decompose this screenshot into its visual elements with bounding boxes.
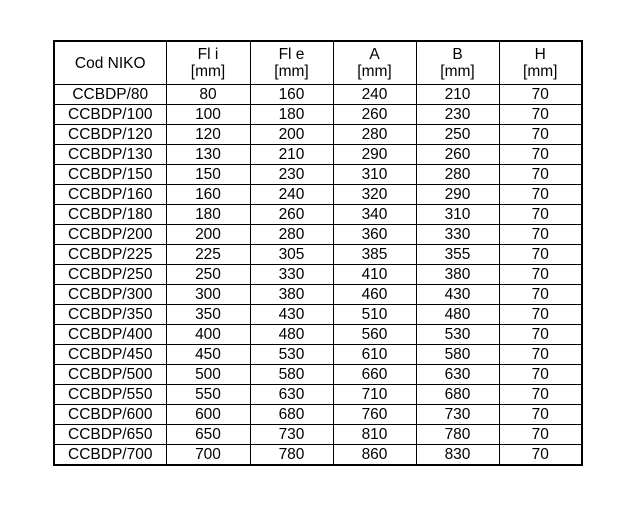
cell-a: 260 <box>333 105 416 125</box>
dimensions-table <box>53 40 583 466</box>
cell-h: 70 <box>499 185 582 205</box>
cell-h: 70 <box>499 245 582 265</box>
cell-inner-flange: 400 <box>166 325 250 345</box>
cell-outer-flange: 160 <box>250 85 333 105</box>
cell-a: 660 <box>333 365 416 385</box>
cell-b: 355 <box>416 245 499 265</box>
cell-b: 330 <box>416 225 499 245</box>
cell-outer-flange: 240 <box>250 185 333 205</box>
cell-h: 70 <box>499 405 582 425</box>
cell-b: 230 <box>416 105 499 125</box>
table-row <box>54 185 582 205</box>
cell-outer-flange: 680 <box>250 405 333 425</box>
cell-code: CCBDP/500 <box>54 365 166 385</box>
header-h-label: H <box>534 46 546 63</box>
cell-a: 610 <box>333 345 416 365</box>
cell-inner-flange: 80 <box>166 85 250 105</box>
cell-a: 560 <box>333 325 416 345</box>
cell-inner-flange: 180 <box>166 205 250 225</box>
cell-a: 510 <box>333 305 416 325</box>
cell-outer-flange: 280 <box>250 225 333 245</box>
cell-b: 380 <box>416 265 499 285</box>
cell-b: 630 <box>416 365 499 385</box>
table-row <box>54 445 582 466</box>
cell-inner-flange: 160 <box>166 185 250 205</box>
table-row <box>54 105 582 125</box>
cell-h: 70 <box>499 105 582 125</box>
cell-code: CCBDP/400 <box>54 325 166 345</box>
cell-a: 280 <box>333 125 416 145</box>
header-b <box>416 41 499 85</box>
cell-a: 240 <box>333 85 416 105</box>
cell-outer-flange: 180 <box>250 105 333 125</box>
cell-h: 70 <box>499 445 582 466</box>
table-row <box>54 165 582 185</box>
cell-outer-flange: 200 <box>250 125 333 145</box>
cell-a: 360 <box>333 225 416 245</box>
cell-inner-flange: 250 <box>166 265 250 285</box>
cell-h: 70 <box>499 285 582 305</box>
cell-b: 680 <box>416 385 499 405</box>
table-row <box>54 205 582 225</box>
cell-h: 70 <box>499 265 582 285</box>
cell-inner-flange: 200 <box>166 225 250 245</box>
cell-a: 410 <box>333 265 416 285</box>
header-h-unit: [mm] <box>523 63 558 80</box>
cell-h: 70 <box>499 325 582 345</box>
cell-code: CCBDP/200 <box>54 225 166 245</box>
cell-outer-flange: 260 <box>250 205 333 225</box>
cell-a: 320 <box>333 185 416 205</box>
header-h <box>499 41 582 85</box>
cell-h: 70 <box>499 145 582 165</box>
table-row <box>54 405 582 425</box>
cell-code: CCBDP/100 <box>54 105 166 125</box>
cell-outer-flange: 530 <box>250 345 333 365</box>
cell-outer-flange: 230 <box>250 165 333 185</box>
header-inner-flange <box>166 41 250 85</box>
header-row <box>54 41 582 85</box>
cell-h: 70 <box>499 425 582 445</box>
header-outer-flange-label: Fl e <box>278 46 305 63</box>
cell-b: 250 <box>416 125 499 145</box>
cell-h: 70 <box>499 165 582 185</box>
header-code-label: Cod NIKO <box>74 54 146 72</box>
cell-a: 340 <box>333 205 416 225</box>
cell-b: 260 <box>416 145 499 165</box>
cell-inner-flange: 650 <box>166 425 250 445</box>
cell-inner-flange: 700 <box>166 445 250 466</box>
cell-a: 710 <box>333 385 416 405</box>
table-row <box>54 345 582 365</box>
cell-b: 430 <box>416 285 499 305</box>
cell-h: 70 <box>499 305 582 325</box>
table-row <box>54 145 582 165</box>
cell-inner-flange: 600 <box>166 405 250 425</box>
table-row <box>54 85 582 105</box>
cell-a: 760 <box>333 405 416 425</box>
table-row <box>54 285 582 305</box>
table-row <box>54 225 582 245</box>
cell-inner-flange: 300 <box>166 285 250 305</box>
table-row <box>54 245 582 265</box>
cell-inner-flange: 100 <box>166 105 250 125</box>
cell-inner-flange: 450 <box>166 345 250 365</box>
header-a <box>333 41 416 85</box>
cell-inner-flange: 350 <box>166 305 250 325</box>
cell-b: 530 <box>416 325 499 345</box>
cell-b: 280 <box>416 165 499 185</box>
table-row <box>54 325 582 345</box>
cell-code: CCBDP/180 <box>54 205 166 225</box>
header-a-unit: [mm] <box>357 63 392 80</box>
cell-outer-flange: 330 <box>250 265 333 285</box>
header-a-label: A <box>369 46 380 63</box>
cell-h: 70 <box>499 225 582 245</box>
cell-inner-flange: 150 <box>166 165 250 185</box>
cell-b: 310 <box>416 205 499 225</box>
table-row <box>54 385 582 405</box>
cell-h: 70 <box>499 385 582 405</box>
cell-outer-flange: 480 <box>250 325 333 345</box>
cell-outer-flange: 580 <box>250 365 333 385</box>
cell-code: CCBDP/120 <box>54 125 166 145</box>
cell-code: CCBDP/450 <box>54 345 166 365</box>
cell-h: 70 <box>499 85 582 105</box>
cell-b: 210 <box>416 85 499 105</box>
cell-a: 810 <box>333 425 416 445</box>
table-row <box>54 125 582 145</box>
cell-code: CCBDP/250 <box>54 265 166 285</box>
cell-outer-flange: 630 <box>250 385 333 405</box>
cell-outer-flange: 780 <box>250 445 333 466</box>
cell-code: CCBDP/700 <box>54 445 166 466</box>
cell-inner-flange: 120 <box>166 125 250 145</box>
cell-code: CCBDP/650 <box>54 425 166 445</box>
cell-inner-flange: 550 <box>166 385 250 405</box>
cell-a: 460 <box>333 285 416 305</box>
cell-h: 70 <box>499 365 582 385</box>
cell-outer-flange: 380 <box>250 285 333 305</box>
cell-inner-flange: 225 <box>166 245 250 265</box>
header-code <box>54 41 166 85</box>
cell-h: 70 <box>499 205 582 225</box>
cell-h: 70 <box>499 345 582 365</box>
cell-b: 580 <box>416 345 499 365</box>
cell-a: 310 <box>333 165 416 185</box>
cell-b: 780 <box>416 425 499 445</box>
table-row <box>54 265 582 285</box>
table-row <box>54 305 582 325</box>
table-row <box>54 425 582 445</box>
header-outer-flange <box>250 41 333 85</box>
header-outer-flange-unit: [mm] <box>274 63 309 80</box>
table-row <box>54 365 582 385</box>
cell-b: 830 <box>416 445 499 466</box>
cell-a: 385 <box>333 245 416 265</box>
cell-a: 290 <box>333 145 416 165</box>
table-body <box>54 85 582 466</box>
cell-inner-flange: 500 <box>166 365 250 385</box>
cell-outer-flange: 210 <box>250 145 333 165</box>
cell-a: 860 <box>333 445 416 466</box>
cell-outer-flange: 730 <box>250 425 333 445</box>
cell-code: CCBDP/550 <box>54 385 166 405</box>
header-b-label: B <box>452 46 463 63</box>
cell-code: CCBDP/600 <box>54 405 166 425</box>
cell-code: CCBDP/225 <box>54 245 166 265</box>
cell-h: 70 <box>499 125 582 145</box>
cell-code: CCBDP/160 <box>54 185 166 205</box>
cell-code: CCBDP/80 <box>54 85 166 105</box>
header-b-unit: [mm] <box>440 63 475 80</box>
cell-code: CCBDP/350 <box>54 305 166 325</box>
cell-outer-flange: 305 <box>250 245 333 265</box>
header-inner-flange-label: Fl i <box>197 46 219 63</box>
cell-code: CCBDP/130 <box>54 145 166 165</box>
cell-b: 730 <box>416 405 499 425</box>
cell-code: CCBDP/300 <box>54 285 166 305</box>
header-inner-flange-unit: [mm] <box>190 63 226 80</box>
cell-outer-flange: 430 <box>250 305 333 325</box>
cell-b: 480 <box>416 305 499 325</box>
cell-code: CCBDP/150 <box>54 165 166 185</box>
cell-inner-flange: 130 <box>166 145 250 165</box>
table-header <box>54 41 582 85</box>
cell-b: 290 <box>416 185 499 205</box>
